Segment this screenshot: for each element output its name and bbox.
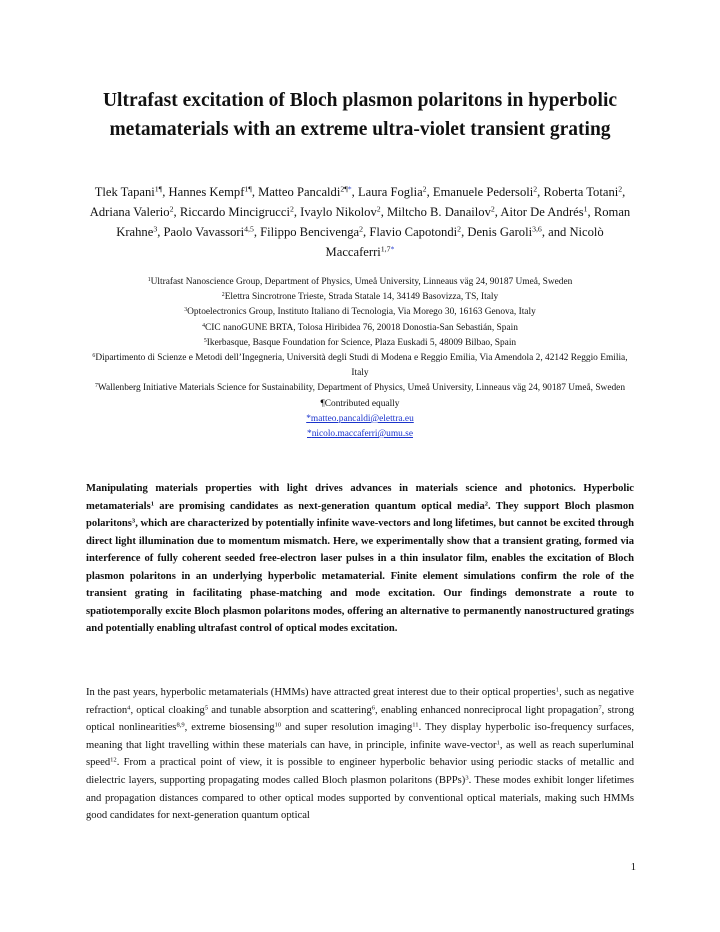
abstract-text: , which are characterized by potentially infinite wave-vectors and long lifetimes, but cannot be excited through direct light illumination due to momentum mismatch. Here, we experimentally show that a transient grating, formed via interference of fully coherent seeded free-electron laser pulses in a thin insulator film, enables the excitation of Bloch plasmon polaritons in an underlying hyperbolic metamaterial. Finite element simulations confirm the role of the transient grating in facilitating phase-matching and mode excitation. Our findings demonstrate a route to spatiotemporally excite Bloch plasmon polaritons modes, offering an alternative to permanently nanostructured gratings and potentially enabling ultrafast control of optical modes excitation.	[86, 518, 634, 634]
author-affiliation-marker: 3	[153, 224, 158, 234]
author-name: Aitor De Andrés	[500, 205, 584, 219]
affiliation-marker: 2	[221, 292, 225, 298]
body-text: and tunable absorption and scattering	[208, 704, 372, 716]
affiliation-marker: 7	[94, 383, 98, 390]
body-text: and super resolution imaging	[281, 722, 413, 734]
body-text: In the past years, hyperbolic metamaterials (HMMs) have attracted great interest due to their optical properties	[86, 687, 556, 698]
author-name: Riccardo Mincigrucci	[179, 205, 290, 219]
contributed-note: ¶Contributed equally	[320, 398, 400, 409]
citation-marker: 10	[274, 721, 282, 729]
author-name: Adriana Valerio	[89, 205, 170, 219]
affiliation-item	[84, 336, 636, 351]
author-affiliation-marker: 4,5	[244, 224, 254, 234]
affiliation-item	[84, 351, 636, 381]
affiliation-text: Dipartimento di Scienze e Metodi dell’Ingegneria, Università degli Studi di Modena e Reggio Emilia, Via Amendola 2, 42142 Reggio Emilia, Italy	[95, 353, 628, 379]
corresponding-author-marker: *	[347, 184, 352, 194]
body-text: , such as negative refraction	[86, 687, 634, 716]
author-affiliation-marker: 2	[533, 184, 538, 194]
author-name: Laura Foglia	[357, 185, 423, 199]
email-link-pancaldi[interactable]: matteo.pancaldi@elettra.eu	[310, 413, 414, 424]
body-text: , as well as reach superluminal speed	[86, 739, 634, 769]
author-name: Miltcho B. Danailov	[386, 205, 491, 219]
affiliation-text: Optoelectronics Group, Instituto Italiano di Tecnologia, Via Morego 30, 16163 Genova, Italy	[187, 307, 536, 318]
affiliation-item	[84, 381, 636, 396]
abstract-text: . They support Bloch plasmon polaritons	[86, 500, 635, 529]
citation-marker: 8,9	[176, 721, 185, 729]
author-affiliation-marker: 1,7	[380, 244, 391, 254]
affiliation-marker: 6	[92, 352, 96, 359]
citation-marker: 1	[496, 739, 500, 747]
body-text: , strong optical nonlinearities	[86, 704, 634, 734]
author-affiliation-marker: 2	[376, 204, 381, 214]
affiliations	[84, 275, 636, 442]
abstract-text: Manipulating materials properties with light drives advances in materials science and photonics. Hyperbolic metamaterials	[86, 483, 634, 512]
author-name: Roberta Totani	[543, 185, 619, 199]
citation-marker: 12	[110, 756, 117, 764]
author-list: Tlek Tapani$^{1\P}$, Hannes Kempf$^{1\P}$, Matteo Pancaldi$^{2\P*}$, Laura Foglia$^2$, Emanuele Pedersoli$^2$, Roberta Totani$^2$, Adriana Valerio$^2$, Riccardo Mincigrucci$^2$, Ivaylo Nikolov$^2$, Miltcho B. Danailov$^2$, Aitor De Andrés$^1$, Roman Krahne$^3$, Paolo Vavassori$^{4,5}$, Filippo Bencivenga$^2$, Flavio Capotondi$^2$, Denis Garoli$^{3,6}$, and Nicolò Maccaferri$^{1,7*}$	[89, 184, 631, 259]
author-name: Roman Krahne	[116, 205, 631, 239]
corresponding-author-marker: *	[390, 244, 395, 254]
author-affiliation-marker: 1	[583, 204, 588, 214]
page-number: 1	[630, 862, 636, 873]
citation-marker: 3	[465, 774, 469, 782]
abstract	[86, 480, 634, 638]
citation-marker: 1	[555, 686, 560, 694]
affiliation-marker: 5	[203, 337, 207, 344]
author-name: Ivaylo Nikolov	[300, 205, 377, 219]
body-text: , extreme biosensing	[184, 722, 275, 734]
affiliation-marker: 4	[202, 322, 205, 329]
author-name: Paolo Vavassori	[163, 225, 245, 239]
author-name: Denis Garoli	[467, 225, 533, 239]
affiliation-marker: 1	[147, 276, 151, 283]
email-prefix[interactable]: *	[306, 413, 311, 424]
citation-marker: 5	[204, 703, 209, 711]
body-text: . From a practical point of view, it is possible to engineer hyperbolic behavior using periodic stacks of metallic and dielectric layers, supporting propagating modes called Bloch plasmon polaritons (BPPs)	[86, 757, 634, 786]
citation-marker: 11	[412, 721, 419, 729]
citation-marker: 1	[150, 499, 154, 507]
affiliation-item	[84, 275, 636, 290]
author-name: Filippo Bencivenga	[260, 225, 360, 239]
author-affiliation-marker: 3,6	[532, 224, 542, 234]
body-text: . These modes exhibit longer lifetimes and propagation distances compared to other optical modes supported by conventional optical materials, making such HMMs good candidates for next-generation quantum optical	[86, 774, 634, 822]
affiliation-item	[84, 321, 636, 336]
body-text	[86, 684, 634, 825]
author-name: Flavio Capotondi	[369, 225, 458, 239]
author-affiliation-marker: 2	[169, 204, 174, 214]
author-name: Matteo Pancaldi	[258, 185, 341, 199]
author-affiliation-marker: 2	[289, 204, 294, 214]
author-name: Tlek Tapani	[94, 185, 155, 199]
affiliation-item	[84, 305, 636, 320]
citation-marker: 6	[371, 703, 376, 711]
author-name: Hannes Kempf	[168, 185, 245, 199]
email-line-2	[84, 427, 636, 442]
email-line-1	[84, 412, 636, 427]
author-affiliation-marker: 2	[422, 184, 427, 194]
affiliation-text: CIC nanoGUNE BRTA, Tolosa Hiribidea 76, 20018 Donostia-San Sebastián, Spain	[204, 322, 518, 333]
author-name: Emanuele Pedersoli	[432, 185, 534, 199]
affiliation-marker: 3	[184, 307, 188, 314]
author-conjunction: and	[548, 225, 567, 239]
body-text: , enabling enhanced nonreciprocal light propagation	[375, 704, 599, 716]
affiliation-item	[84, 290, 636, 305]
email-prefix[interactable]: *	[307, 429, 312, 440]
affiliation-text: Ultrafast Nanoscience Group, Department of Physics, Umeå University, Linneaus väg 24, 90187 Umeå, Sweden	[150, 277, 573, 287]
author-affiliation-marker: 1¶	[244, 184, 252, 194]
body-text: , optical cloaking	[130, 704, 205, 716]
affiliation-text: Ikerbasque, Basque Foundation for Science, Plaza Euskadi 5, 48009 Bilbao, Spain	[206, 337, 517, 348]
author-affiliation-marker: 2	[618, 184, 623, 194]
affiliation-text: Elettra Sincrotrone Trieste, Strada Statale 14, 34149 Basovizza, TS, Italy	[224, 292, 499, 303]
author-affiliation-marker: 2	[490, 204, 495, 214]
author-name: Nicolò Maccaferri	[325, 225, 604, 259]
paper-title: Ultrafast excitation of Bloch plasmon polaritons in hyperbolic metamaterials with an extreme ultra-violet transient grating	[102, 90, 618, 140]
citation-marker: 7	[598, 703, 602, 711]
author-affiliation-marker: 2	[457, 224, 462, 234]
abstract-text: are promising candidates as next-generation quantum optical media	[154, 500, 485, 512]
affiliation-list	[84, 275, 636, 397]
citation-marker: 4	[127, 703, 131, 711]
citation-marker: 3	[131, 517, 136, 525]
author-affiliation-marker: 1¶	[154, 184, 163, 194]
email-link-maccaferri[interactable]: nicolo.maccaferri@umu.se	[311, 429, 413, 440]
body-text: . They display hyperbolic iso-frequency surfaces, meaning that light travelling within these materials can have, in principle, infinite wave-vector	[86, 722, 635, 751]
author-affiliation-marker: 2¶	[340, 184, 348, 194]
citation-marker: 2	[484, 499, 489, 507]
affiliation-text: Wallenberg Initiative Materials Science for Sustainability, Department of Physics, Umeå University, Linneaus väg 24, 90187 Umeå, Sweden	[97, 383, 626, 394]
author-affiliation-marker: 2	[359, 224, 364, 234]
